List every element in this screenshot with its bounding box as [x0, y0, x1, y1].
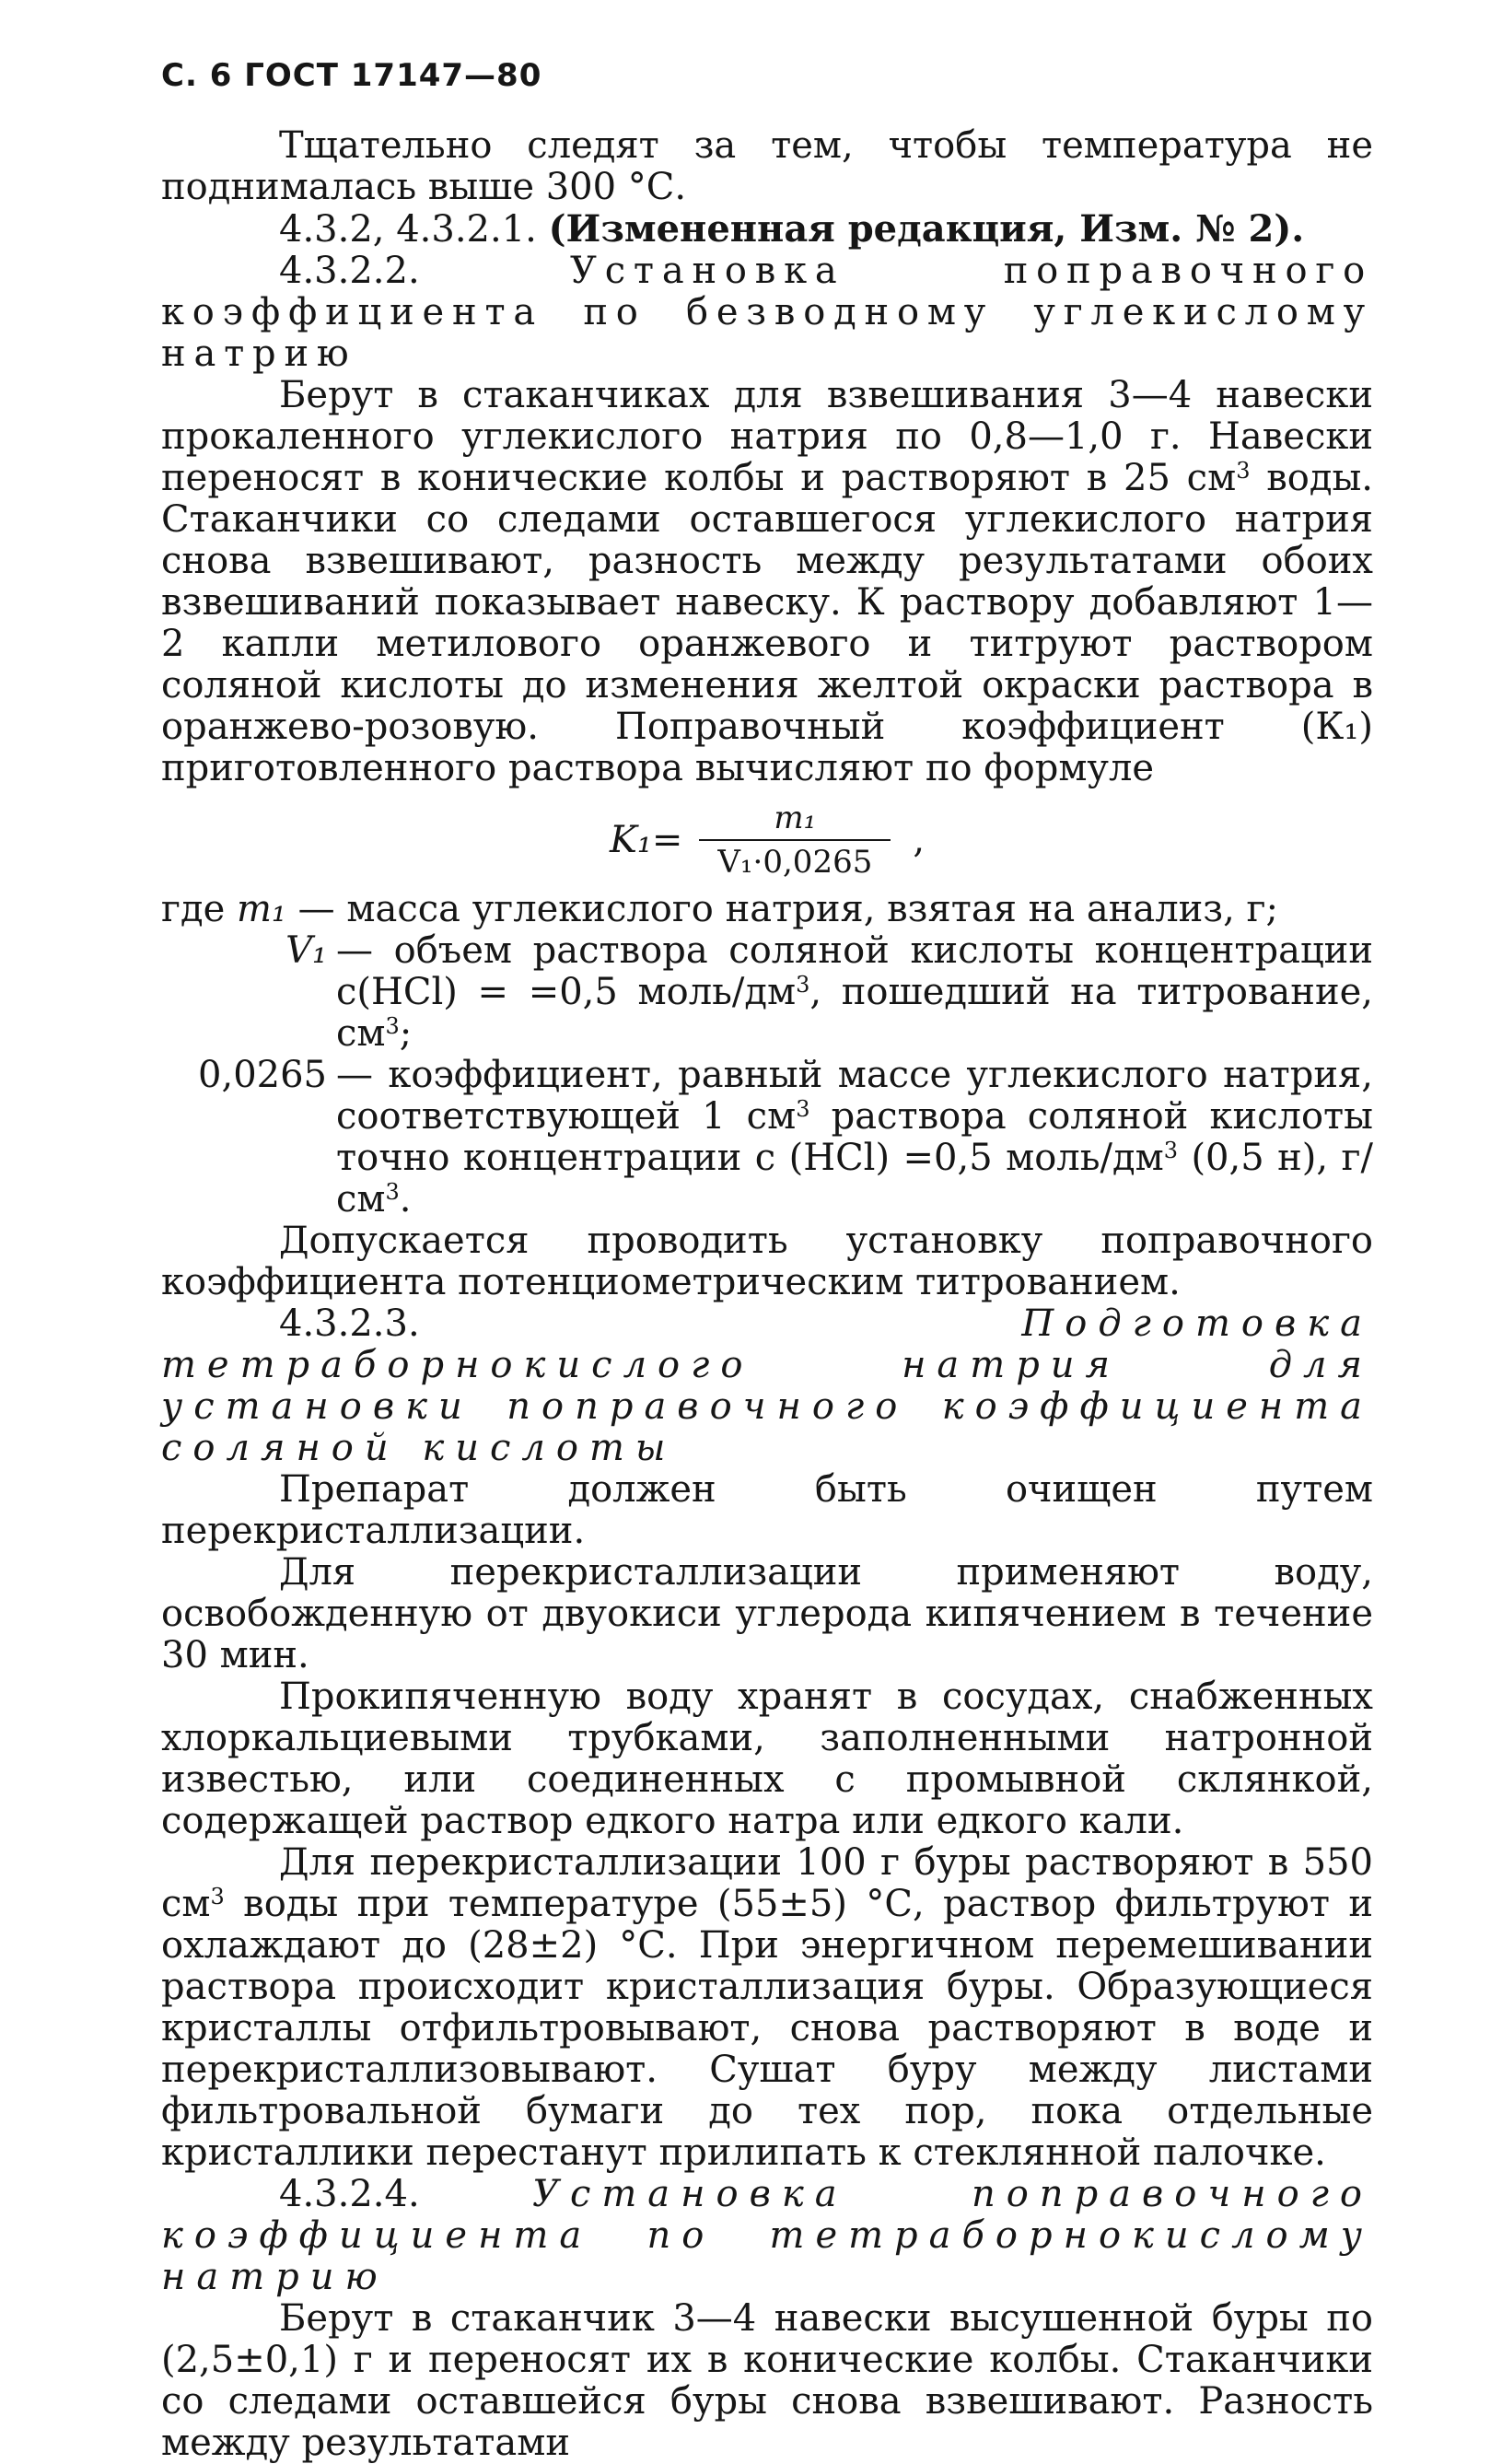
page-header: С. 6 ГОСТ 17147—80: [161, 57, 542, 94]
definition-v1: [336, 930, 1373, 1055]
paragraph-text: Берут в стаканчиках для взвешивания 3—4 навески прокаленного углекислого натрия по 0,8—1,0 г. Навески переносят в конические колбы и растворяют в 25 см: [161, 374, 1373, 499]
section-heading-4-3-2-2: [161, 251, 1373, 375]
paragraph-recrystallization: [161, 1842, 1373, 2174]
definition-text: (0,5 н), г/см: [336, 1137, 1373, 1220]
definition-text: — объем раствора соляной кислоты концентрации с(HCl) = =0,5 моль/дм: [336, 929, 1373, 1013]
definition-grid: [161, 930, 1373, 1220]
section-heading-4-3-2-4: [161, 2174, 1373, 2298]
definitions-list: [161, 889, 1373, 1220]
definition-symbol: [161, 1055, 327, 1220]
symbol-v1: V₁: [285, 929, 327, 972]
definition-text: .: [399, 1178, 412, 1220]
section-number: 4.3.2.3.: [279, 1302, 420, 1345]
paragraph-storage: Прокипяченную воду хранят в сосудах, снабженных хлоркальциевыми трубками, заполненными натронной известью, или соединенных с промывной склянкой, содержащей раствор едкого натра или едкого кали.: [161, 1676, 1373, 1842]
paragraph-text: воды. Стаканчики со следами оставшегося углекислого натрия снова взвешивают, разность между результатами обоих взвешиваний показывает навеску. К раствору добавляют 1—2 капли метилового оранжевого и титруют раствором соляной кислоты до изменения желтой окраски раствора в оранжево-розовую. Поправочный коэффициент (К₁) приготовленного раствора вычисляют по формуле: [161, 457, 1373, 789]
paragraph-text: воды при температуре (55±5) °С, раствор фильтруют и охлаждают до (28±2) °С. При энергичном перемешивании раствора происходит кристаллизация буры. Образующиеся кристаллы отфильтровывают, снова растворяют в воде и перекристаллизовывают. Сушат буру между листами фильтровальной бумаги до тех пор, пока отдельные кристаллики перестанут прилипать к стеклянной палочке.: [161, 1883, 1373, 2174]
definition-constant: [336, 1055, 1373, 1220]
edition-note-numbers: 4.3.2, 4.3.2.1.: [279, 208, 537, 251]
paragraph-procedure: [161, 375, 1373, 789]
superscript: 3: [210, 1883, 225, 1909]
section-title: Подготовка тетраборнокислого натрия для установки поправочного коэффициента соляной кислоты: [161, 1302, 1373, 1469]
edition-note-bold: (Измененная редакция, Изм. № 2).: [548, 207, 1305, 251]
paragraph-purification: Препарат должен быть очищен путем перекристаллизации.: [161, 1468, 1373, 1552]
paragraph-borax: Берут в стаканчик 3—4 навески высушенной буры по (2,5±0,1) г и переносят их в конические колбы. Стаканчики со следами оставшейся буры снова взвешивают. Разность между результатами: [161, 2297, 1373, 2464]
superscript: 3: [1163, 1137, 1178, 1163]
superscript: 3: [385, 1012, 400, 1039]
superscript: 3: [796, 971, 810, 998]
definition-m1: [161, 889, 1373, 930]
definition-text: раствора соляной кислоты точно концентрации с (HCl) =0,5 моль/дм: [336, 1095, 1373, 1179]
formula-k1: [161, 800, 1373, 880]
definition-symbol: [161, 930, 327, 1055]
where-word: где: [161, 888, 226, 930]
paragraph-text: Для перекристаллизации 100 г буры растворяют в 550 см: [161, 1841, 1373, 1925]
definition-symbol: m₁: [236, 888, 286, 930]
section-number: 4.3.2.4.: [279, 2173, 420, 2215]
section-title: Установка поправочного коэффициента по тетраборнокислому натрию: [161, 2173, 1373, 2298]
formula-comma: ,: [913, 818, 926, 861]
section-heading-4-3-2-3: [161, 1303, 1373, 1469]
symbol-constant: 0,0265: [198, 1054, 327, 1096]
document-body: [161, 125, 1373, 2464]
definition-text: — коэффициент, равный массе углекислого натрия, соответствующей 1 см: [336, 1054, 1373, 1138]
definition-text: — масса углекислого натрия, взятая на анализ, г;: [297, 888, 1278, 930]
section-number: 4.3.2.2.: [279, 250, 420, 292]
superscript: 3: [385, 1178, 400, 1205]
formula-fraction: [699, 800, 891, 880]
section-title: Установка поправочного коэффициента по безводному углекислому натрию: [161, 250, 1373, 375]
superscript: 3: [1236, 457, 1251, 484]
superscript: 3: [796, 1095, 810, 1122]
definition-text: , пошедший на титрование, см: [336, 971, 1373, 1055]
intro-paragraph: Тщательно следят за тем, чтобы температура не поднималась выше 300 °С.: [161, 124, 1373, 208]
definition-text: ;: [399, 1012, 413, 1055]
paragraph-potentiometric: Допускается проводить установку поправочного коэффициента потенциометрическим титрованием.: [161, 1220, 1373, 1303]
edition-note: [161, 208, 1373, 251]
formula-denominator: V₁·0,0265: [699, 839, 891, 880]
formula-numerator: m₁: [774, 800, 817, 836]
paragraph-water: Для перекристаллизации применяют воду, освобожденную от двуокиси углерода кипячением в течение 30 мин.: [161, 1551, 1373, 1676]
formula-lhs: K₁=: [609, 818, 683, 861]
